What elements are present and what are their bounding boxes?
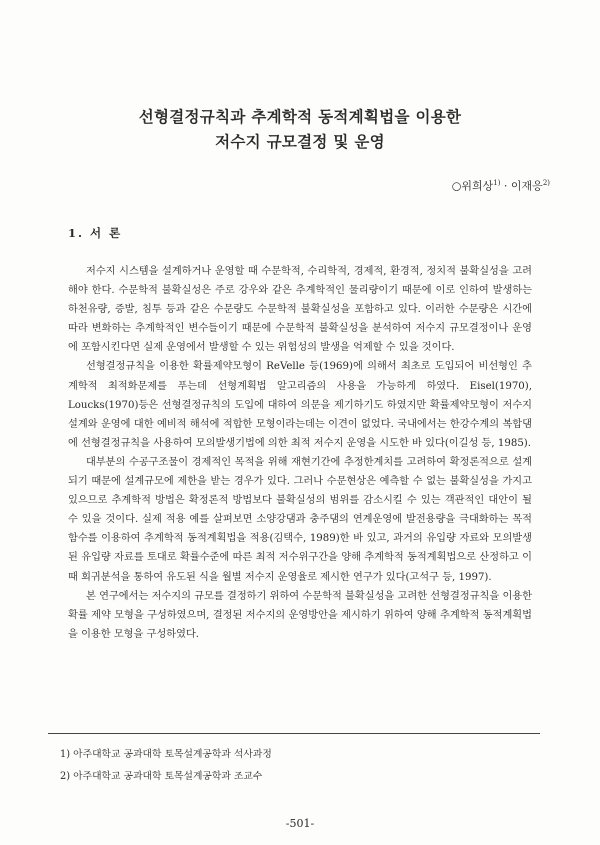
- paragraph-2: 선형결정규칙을 이용한 확률제약모형이 ReVelle 등(1969)에 의해서 최초로 도입되어 비선형인 추계학적 최적화문제를 푸는데 선형계획법 알고리즘의 사용을 가능하게 하였다. Eisel(1970), Loucks(1970)등은 선형결정규칙의 도입에 대하여 의문을 제기하기도 하였지만 확률제약모형이 저수지 설계와 운영에 대한 예비적 해석에 적합한 모형이라는데는 이견이 없었다. 국내에서는 한강수계의 복합댐에 선형결정규칙을 사용하여 모의발생기법에 의한 최적 저수지 운영을 시도한 바 있다(이길성 등, 1985).: [68, 361, 532, 449]
- footnotes: [60, 744, 272, 788]
- title-line-1: 선형결정규칙과 추계학적 동적계획법을 이용한: [138, 107, 462, 126]
- title-line-2: 저수지 규모결정 및 운영: [215, 132, 385, 151]
- paragraph-3: 대부분의 수공구조물이 경제적인 목적을 위해 재현기간에 추정한계치를 고려하여 확정론적으로 설계되기 때문에 설계규모에 제한을 받는 경우가 있다. 그러나 수문현상은 예측할 수 없는 불확실성을 가지고 있으므로 추계학적 방법은 확정론적 방법보다 불확실성의 범위를 감소시킬 수 있는 객관적인 대안이 될 수 있을 것이다. 실제 적용 예를 살펴보면 소양강댐과 충주댐의 연계운영에 발전용량을 극대화하는 목적함수를 이용하여 추계학적 동적계획법을 적용(김택수, 1989)한 바 있고, 과거의 유입량 자료와 모의발생된 유입량 자료를 토대로 확률수준에 따른 최적 저수위구간을 양해 추계학적 동적계획법으로 산정하고 이때 회귀분석을 통하여 유도된 식을 월별 저수지 운영율로 제시한 연구가 있다(고석구 등, 1997).: [68, 456, 532, 583]
- paragraph-1: 저수지 시스템을 설계하거나 운영할 때 수문학적, 수리학적, 경제적, 환경적, 정치적 불확실성을 고려해야 한다. 수문학적 불확실성은 주로 강우와 같은 추계학적인 물리량이기 때문에 이로 인하여 발생하는 하천유량, 증발, 침투 등과 같은 수문량도 수문학적 불확실성을 포함하고 있다. 이러한 수문량은 시간에 따라 변화하는 추계학적인 변수들이기 때문에 수문학적 불확실성을 분석하여 저수지 규모결정이나 운영에 포함시킨다면 실제 운영에서 발생할 수 있는 위험성의 발생을 억제할 수 있을 것이다.: [68, 266, 532, 354]
- footnote-2: 2) 아주대학교 공과대학 토목설계공학과 조교수: [60, 771, 263, 782]
- author-separator: ·: [500, 179, 511, 193]
- page-number: -501-: [285, 817, 315, 830]
- body-text: [68, 262, 532, 644]
- author-1-footnote-mark: 1): [493, 179, 501, 187]
- paragraph-4: 본 연구에서는 저수지의 규모를 결정하기 위하여 수문학적 불확실성을 고려한 선형결정규칙을 이용한 확률 제약 모형을 구성하였으며, 결정된 저수지의 운영방안을 제시하기 위하여 양해 추계학적 동적계획법을 이용한 모형을 구성하였다.: [68, 590, 532, 640]
- author-line: [452, 176, 550, 194]
- footnote-1: 1) 아주대학교 공과대학 토목설계공학과 석사과정: [60, 749, 272, 760]
- paper-title: [0, 104, 600, 154]
- section-heading: 1. 서 론: [68, 226, 123, 240]
- author-2: 이재응: [510, 179, 543, 193]
- author-1: ○위희상: [451, 179, 494, 193]
- author-2-footnote-mark: 2): [542, 179, 550, 187]
- footnote-divider: [48, 733, 540, 734]
